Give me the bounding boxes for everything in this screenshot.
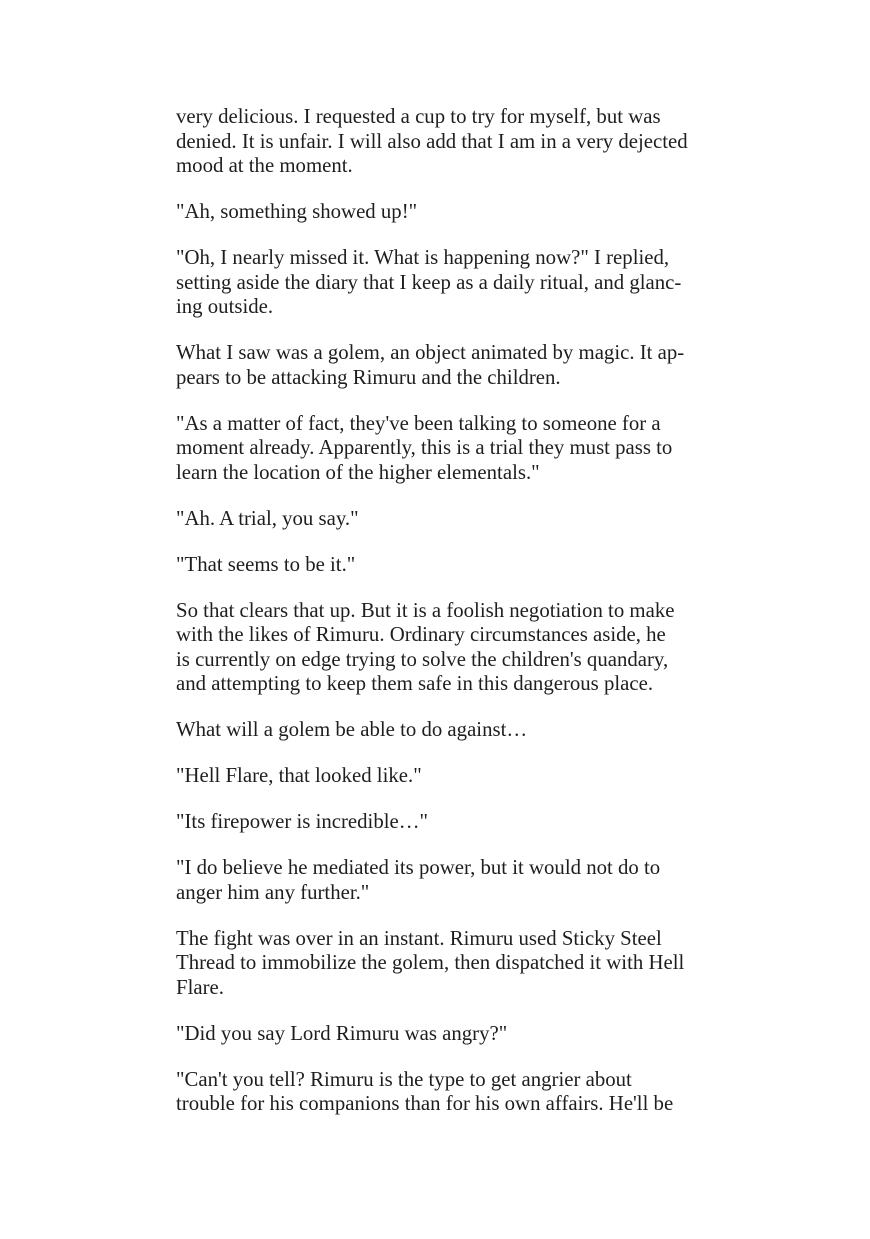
paragraph [176, 246, 716, 320]
text-line: ing outside. [176, 295, 274, 318]
text-line: Thread to immobilize the golem, then dispatched it with Hell [176, 951, 685, 974]
text-line: anger him any further." [176, 880, 370, 904]
text-line: "Ah, something showed up!" [176, 200, 418, 223]
text-line: "Hell Flare, that looked like." [176, 764, 422, 787]
text-line: Flare. [176, 975, 224, 999]
text-line: "Oh, I nearly missed it. What is happening now?" I replied, [176, 246, 670, 269]
paragraph [176, 412, 716, 486]
text-line: very delicious. I requested a cup to try for myself, but was [176, 105, 661, 128]
text-line: "That seems to be it." [176, 552, 356, 576]
text-line: with the likes of Rimuru. Ordinary circumstances aside, he [176, 623, 666, 646]
text-line: and attempting to keep them safe in this dangerous place. [176, 672, 654, 695]
text-line: learn the location of the higher elementals." [176, 460, 540, 484]
text-line: The fight was over in an instant. Rimuru used Sticky Steel [176, 926, 662, 950]
paragraph [176, 341, 716, 390]
paragraph [176, 927, 716, 1001]
paragraph [176, 856, 716, 905]
text-line: mood at the moment. [176, 154, 353, 177]
paragraph [176, 553, 716, 578]
text-line: trouble for his companions than for his own affairs. He'll be [176, 1092, 674, 1115]
text-line: "I do believe he mediated its power, but it would not do to [176, 856, 661, 879]
text-line: What will a golem be able to do against… [176, 718, 528, 741]
paragraph [176, 764, 716, 789]
text-line: "Its firepower is incredible…" [176, 810, 429, 833]
text-line: So that clears that up. But it is a foolish negotiation to make [176, 598, 675, 622]
text-line: denied. It is unfair. I will also add that I am in a very dejected [176, 129, 688, 153]
text-line: "Ah. A trial, you say." [176, 506, 359, 530]
text-line: "Can't you tell? Rimuru is the type to get angrier about [176, 1067, 632, 1091]
paragraph [176, 200, 716, 225]
text-line: What I saw was a golem, an object animated by magic. It ap- [176, 341, 685, 364]
page-text [176, 105, 716, 1117]
paragraph [176, 1068, 716, 1117]
text-line: is currently on edge trying to solve the children's quandary, [176, 647, 669, 671]
paragraph [176, 507, 716, 532]
text-line: setting aside the diary that I keep as a daily ritual, and glanc- [176, 270, 682, 294]
paragraph [176, 105, 716, 179]
text-line: "Did you say Lord Rimuru was angry?" [176, 1021, 508, 1045]
paragraph [176, 810, 716, 835]
paragraph [176, 718, 716, 743]
text-line: moment already. Apparently, this is a trial they must pass to [176, 436, 673, 459]
paragraph [176, 599, 716, 697]
paragraph [176, 1022, 716, 1047]
text-line: "As a matter of fact, they've been talking to someone for a [176, 411, 661, 435]
text-line: pears to be attacking Rimuru and the children. [176, 365, 561, 389]
